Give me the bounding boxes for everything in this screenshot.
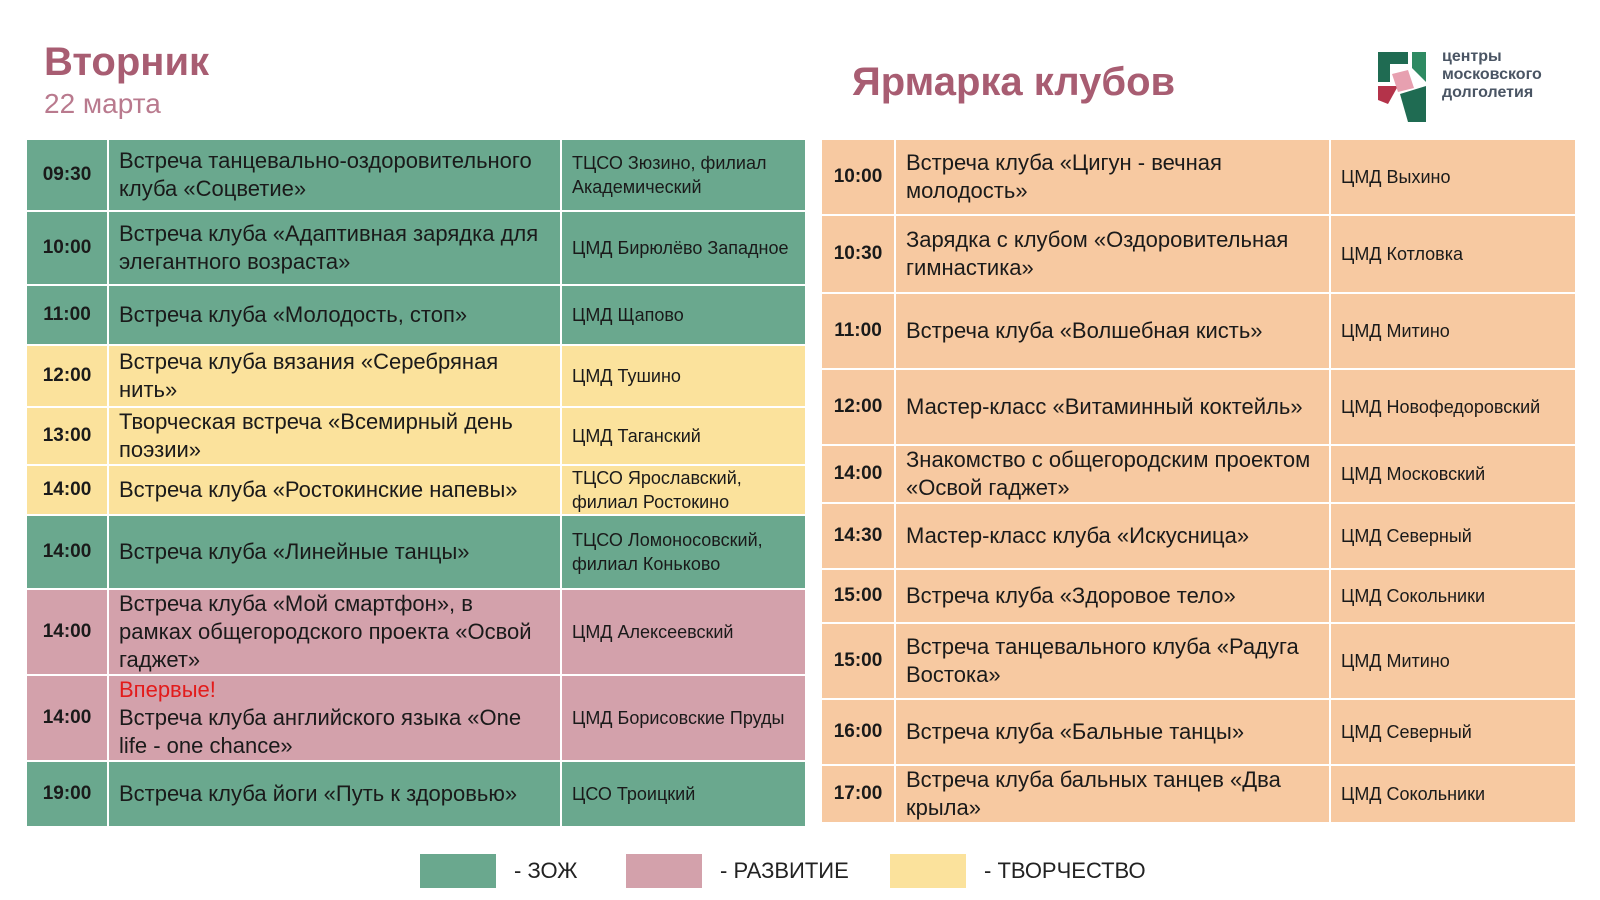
event-title: Встреча клуба вязания «Серебряная нить»	[119, 349, 499, 402]
event-title: Встреча клуба английского языка «One life - one chance»	[119, 705, 522, 758]
event-time: 14:00	[26, 675, 108, 761]
event-place: ТЦСО Зюзино, филиал Академический	[561, 139, 806, 211]
schedule-row	[821, 215, 1576, 293]
event-time: 10:30	[821, 215, 895, 293]
event-title: Встреча танцевально-оздоровительного клуба «Соцветие»	[119, 148, 532, 201]
event-time: 10:00	[26, 211, 108, 285]
schedule-row	[26, 675, 806, 761]
event-title: Встреча клуба «Молодость, стоп»	[119, 302, 468, 327]
event-time: 17:00	[821, 765, 895, 823]
event-time: 12:00	[821, 369, 895, 445]
schedule-row	[821, 765, 1576, 823]
schedule-row	[26, 345, 806, 407]
event-time: 14:00	[821, 445, 895, 503]
event-place: ЦМД Тушино	[561, 345, 806, 407]
schedule-row	[821, 369, 1576, 445]
event-title: Встреча клуба «Линейные танцы»	[119, 539, 470, 564]
legend-label: - ТВОРЧЕСТВО	[984, 858, 1146, 883]
legend-swatch-razvitie	[626, 854, 702, 888]
event-time: 10:00	[821, 139, 895, 215]
schedule-row	[821, 623, 1576, 699]
event-time: 15:00	[821, 623, 895, 699]
event-title: Встреча танцевального клуба «Радуга Востока»	[906, 634, 1299, 687]
legend-zozh	[420, 854, 577, 888]
event-title: Встреча клуба «Цигун - вечная молодость»	[906, 150, 1222, 203]
logo	[1378, 48, 1578, 126]
logo-mark-icon	[1378, 52, 1426, 122]
legend-label: - РАЗВИТИЕ	[720, 858, 849, 883]
event-title: Встреча клуба «Здоровое тело»	[906, 583, 1236, 608]
event-place: ЦМД Митино	[1330, 293, 1576, 369]
event-time: 14:00	[26, 589, 108, 675]
event-time: 14:00	[26, 465, 108, 515]
event-place: ЦМД Выхино	[1330, 139, 1576, 215]
event-time: 14:30	[821, 503, 895, 569]
fair-title: Ярмарка клубов	[852, 60, 1176, 104]
event-title-cell	[895, 623, 1330, 699]
event-place: ЦМД Таганский	[561, 407, 806, 465]
event-place: ТЦСО Ломоносовский, филиал Коньково	[561, 515, 806, 589]
event-title-cell	[895, 369, 1330, 445]
event-title-cell	[895, 765, 1330, 823]
event-time: 13:00	[26, 407, 108, 465]
event-time: 14:00	[26, 515, 108, 589]
event-time: 19:00	[26, 761, 108, 827]
date-subtitle: 22 марта	[44, 88, 161, 119]
event-title: Встреча клуба «Адаптивная зарядка для элегантного возраста»	[119, 221, 539, 274]
event-place: ЦМД Борисовские Пруды	[561, 675, 806, 761]
event-time: 11:00	[821, 293, 895, 369]
legend-razvitie	[626, 854, 849, 888]
day-title: Вторник	[44, 40, 210, 84]
event-title-cell	[108, 407, 561, 465]
event-place: ЦМД Алексеевский	[561, 589, 806, 675]
event-time: 12:00	[26, 345, 108, 407]
event-place: ЦМД Северный	[1330, 503, 1576, 569]
event-title: Знакомство с общегородским проектом «Освой гаджет»	[906, 447, 1311, 500]
event-title-cell	[108, 211, 561, 285]
event-title-cell	[108, 675, 561, 761]
event-place: ТЦСО Ярославский, филиал Ростокино	[561, 465, 806, 515]
event-title-cell	[108, 589, 561, 675]
schedule-row	[26, 285, 806, 345]
legend-label: - ЗОЖ	[514, 858, 578, 883]
event-place: ЦМД Сокольники	[1330, 765, 1576, 823]
logo-text-line: долголетия	[1442, 84, 1534, 101]
legend-swatch-tvorchestvo	[890, 854, 966, 888]
event-title-cell	[895, 293, 1330, 369]
event-title: Встреча клуба «Мой смартфон», в рамках общегородского проекта «Освой гаджет»	[119, 591, 532, 672]
event-title-cell	[895, 569, 1330, 623]
schedule-row	[821, 569, 1576, 623]
event-place: ЦМД Московский	[1330, 445, 1576, 503]
event-title-cell	[108, 139, 561, 211]
event-title: Зарядка с клубом «Оздоровительная гимнастика»	[906, 227, 1289, 280]
logo-text-line: центры	[1442, 48, 1502, 65]
new-badge: Впервые!	[119, 677, 216, 702]
legend-swatch-zozh	[420, 854, 496, 888]
event-title-cell	[895, 699, 1330, 765]
event-title-cell	[108, 285, 561, 345]
event-title-cell	[108, 345, 561, 407]
event-title: Встреча клуба бальных танцев «Два крыла»	[906, 767, 1281, 820]
event-title: Встреча клуба «Ростокинские напевы»	[119, 477, 518, 502]
event-title-cell	[895, 503, 1330, 569]
schedule-row	[26, 761, 806, 827]
event-title-cell	[895, 215, 1330, 293]
event-title: Встреча клуба йоги «Путь к здоровью»	[119, 781, 518, 806]
event-place: ЦСО Троицкий	[561, 761, 806, 827]
event-place: ЦМД Митино	[1330, 623, 1576, 699]
logo-text	[1442, 48, 1542, 102]
schedule-row	[821, 503, 1576, 569]
schedule-row	[26, 589, 806, 675]
event-title: Мастер-класс «Витаминный коктейль»	[906, 394, 1303, 419]
fair-schedule-table	[820, 138, 1577, 824]
schedule-row	[26, 407, 806, 465]
event-place: ЦМД Сокольники	[1330, 569, 1576, 623]
schedule-row	[821, 293, 1576, 369]
event-title: Встреча клуба «Бальные танцы»	[906, 719, 1245, 744]
schedule-row	[26, 139, 806, 211]
schedule-row	[26, 515, 806, 589]
event-title: Встреча клуба «Волшебная кисть»	[906, 318, 1263, 343]
logo-text-line: московского	[1442, 66, 1542, 83]
schedule-row	[821, 699, 1576, 765]
left-schedule-table	[25, 138, 807, 828]
schedule-row	[821, 445, 1576, 503]
event-time: 09:30	[26, 139, 108, 211]
event-place: ЦМД Бирюлёво Западное	[561, 211, 806, 285]
event-time: 11:00	[26, 285, 108, 345]
event-title: Творческая встреча «Всемирный день поэзии»	[119, 409, 513, 462]
schedule-row	[26, 211, 806, 285]
event-title-cell	[108, 515, 561, 589]
event-title-cell	[895, 139, 1330, 215]
event-title-cell	[895, 445, 1330, 503]
event-title-cell	[108, 761, 561, 827]
event-place: ЦМД Северный	[1330, 699, 1576, 765]
event-title-cell	[108, 465, 561, 515]
event-place: ЦМД Котловка	[1330, 215, 1576, 293]
event-time: 16:00	[821, 699, 895, 765]
event-title: Мастер-класс клуба «Искусница»	[906, 523, 1250, 548]
event-place: ЦМД Щапово	[561, 285, 806, 345]
event-place: ЦМД Новофедоровский	[1330, 369, 1576, 445]
event-time: 15:00	[821, 569, 895, 623]
schedule-row	[821, 139, 1576, 215]
schedule-row	[26, 465, 806, 515]
legend-tvorchestvo	[890, 854, 1146, 888]
